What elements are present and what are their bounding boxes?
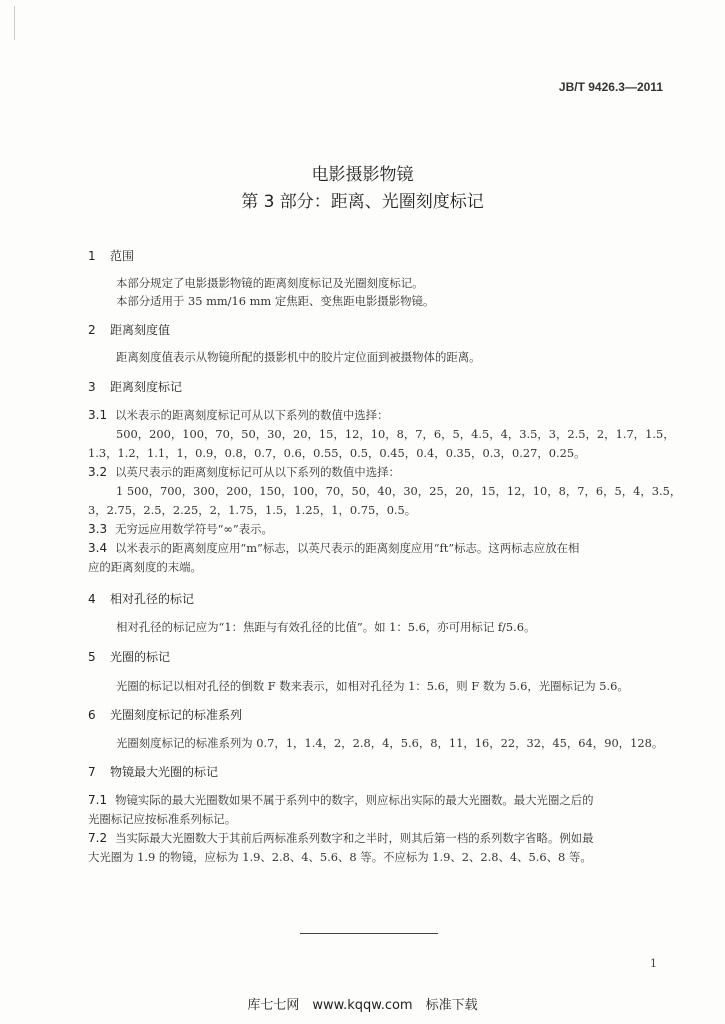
section-title: 光圈的标记 — [110, 650, 171, 664]
value-list-line: 500，200，100，70，50，30，20，15，12，10，8，7，6，5，4.5，4，3.5，3，2.5，2，1.7，1.5， — [116, 427, 675, 441]
site-footer: 库七七网 www.kqqw.com 标准下载 — [247, 998, 478, 1013]
clause-text: 无穷远应用数学符号“∞”表示。 — [115, 522, 273, 536]
clause-text: 以米表示的距离刻度标记可从以下系列的数值中选择： — [115, 408, 389, 422]
section-2-heading — [88, 321, 170, 338]
clause-number: 7.2 — [88, 831, 108, 845]
page-number: 1 — [650, 957, 657, 970]
standard-number: JB/T 9426.3—2011 — [558, 80, 663, 94]
section-number: 4 — [88, 592, 96, 606]
section-5-heading — [88, 648, 170, 665]
clause-number: 7.1 — [88, 793, 108, 807]
paragraph: 距离刻度值表示从物镜所配的摄影机中的胶片定位面到被摄物体的距离。 — [116, 350, 481, 364]
clause-text: 物镜实际的最大光圈数如果不属于系列中的数字，则应标出实际的最大光圈数。最大光圈之后的 — [115, 793, 594, 807]
clause-continuation: 应的距离刻度的末端。 — [88, 560, 202, 574]
section-7-heading — [88, 763, 218, 780]
section-title: 距离刻度标记 — [110, 380, 183, 394]
clause-3-2 — [88, 464, 400, 480]
paragraph: 本部分规定了电影摄影物镜的距离刻度标记及光圈刻度标记。 — [116, 276, 424, 290]
paragraph: 光圈刻度标记的标准系列为 0.7，1，1.4，2，2.8，4，5.6，8，11，16，22，32，45，64，90，128。 — [116, 736, 664, 750]
clause-number: 3.3 — [88, 522, 108, 536]
section-title: 光圈刻度标记的标准系列 — [110, 708, 243, 722]
section-title: 距离刻度值 — [110, 323, 171, 337]
clause-continuation: 大光圈为 1.9 的物镜，应标为 1.9、2.8、4、5.6、8 等。不应标为 1.9、2、2.8、4、5.6、8 等。 — [88, 850, 592, 864]
paragraph: 相对孔径的标记应为“1：焦距与有效孔径的比值”。如 1：5.6，亦可用标记 f/5.6。 — [116, 620, 536, 634]
end-rule — [300, 933, 438, 934]
paragraph: 本部分适用于 35 mm/16 mm 定焦距、变焦距电影摄影物镜。 — [116, 294, 435, 308]
clause-3-3 — [88, 521, 273, 537]
section-title: 相对孔径的标记 — [110, 592, 195, 606]
section-number: 7 — [88, 765, 96, 779]
section-title: 范围 — [110, 249, 135, 263]
section-title: 物镜最大光圈的标记 — [110, 765, 219, 779]
scan-edge-line — [14, 6, 15, 40]
clause-text: 当实际最大光圈数大于其前后两标准系列数字和之半时，则其后第一档的系列数字省略。例如最 — [115, 831, 594, 845]
clause-7-1 — [88, 792, 594, 808]
value-list-line: 1.3，1.2，1.1，1，0.9，0.8，0.7，0.6，0.55，0.5，0.45，0.4，0.35，0.3，0.27，0.25。 — [88, 446, 586, 460]
document-title: 电影摄影物镜 — [311, 165, 414, 185]
paragraph: 光圈的标记以相对孔径的倒数 F 数来表示，如相对孔径为 1：5.6，则 F 数为 5.6，光圈标记为 5.6。 — [116, 679, 629, 693]
section-6-heading — [88, 706, 242, 723]
clause-3-4 — [88, 540, 579, 556]
section-number: 6 — [88, 708, 96, 722]
value-list-line: 3，2.75，2.5，2.25，2，1.75，1.5，1.25，1，0.75，0.5。 — [88, 503, 417, 517]
clause-text: 以英尺表示的距离刻度标记可从以下系列的数值中选择： — [115, 465, 400, 479]
section-number: 5 — [88, 650, 96, 664]
clause-continuation: 光圈标记应按标准系列标记。 — [88, 812, 237, 826]
section-number: 1 — [88, 249, 96, 263]
clause-number: 3.4 — [88, 541, 108, 555]
section-number: 2 — [88, 323, 96, 337]
value-list-line: 1 500，700，300，200，150，100，70，50，40，30，25，20，15，12，10，8，7，6，5，4，3.5， — [116, 484, 682, 498]
clause-7-2 — [88, 830, 594, 846]
section-3-heading — [88, 378, 182, 395]
section-number: 3 — [88, 380, 96, 394]
clause-number: 3.2 — [88, 465, 108, 479]
clause-text: 以米表示的距离刻度应用“m”标志，以英尺表示的距离刻度应用“ft”标志。这两标志应放在相 — [115, 541, 580, 555]
document-subtitle: 第 3 部分：距离、光圈刻度标记 — [241, 192, 484, 212]
section-4-heading — [88, 590, 194, 607]
clause-3-1 — [88, 407, 388, 423]
clause-number: 3.1 — [88, 408, 108, 422]
section-1-heading — [88, 247, 134, 264]
